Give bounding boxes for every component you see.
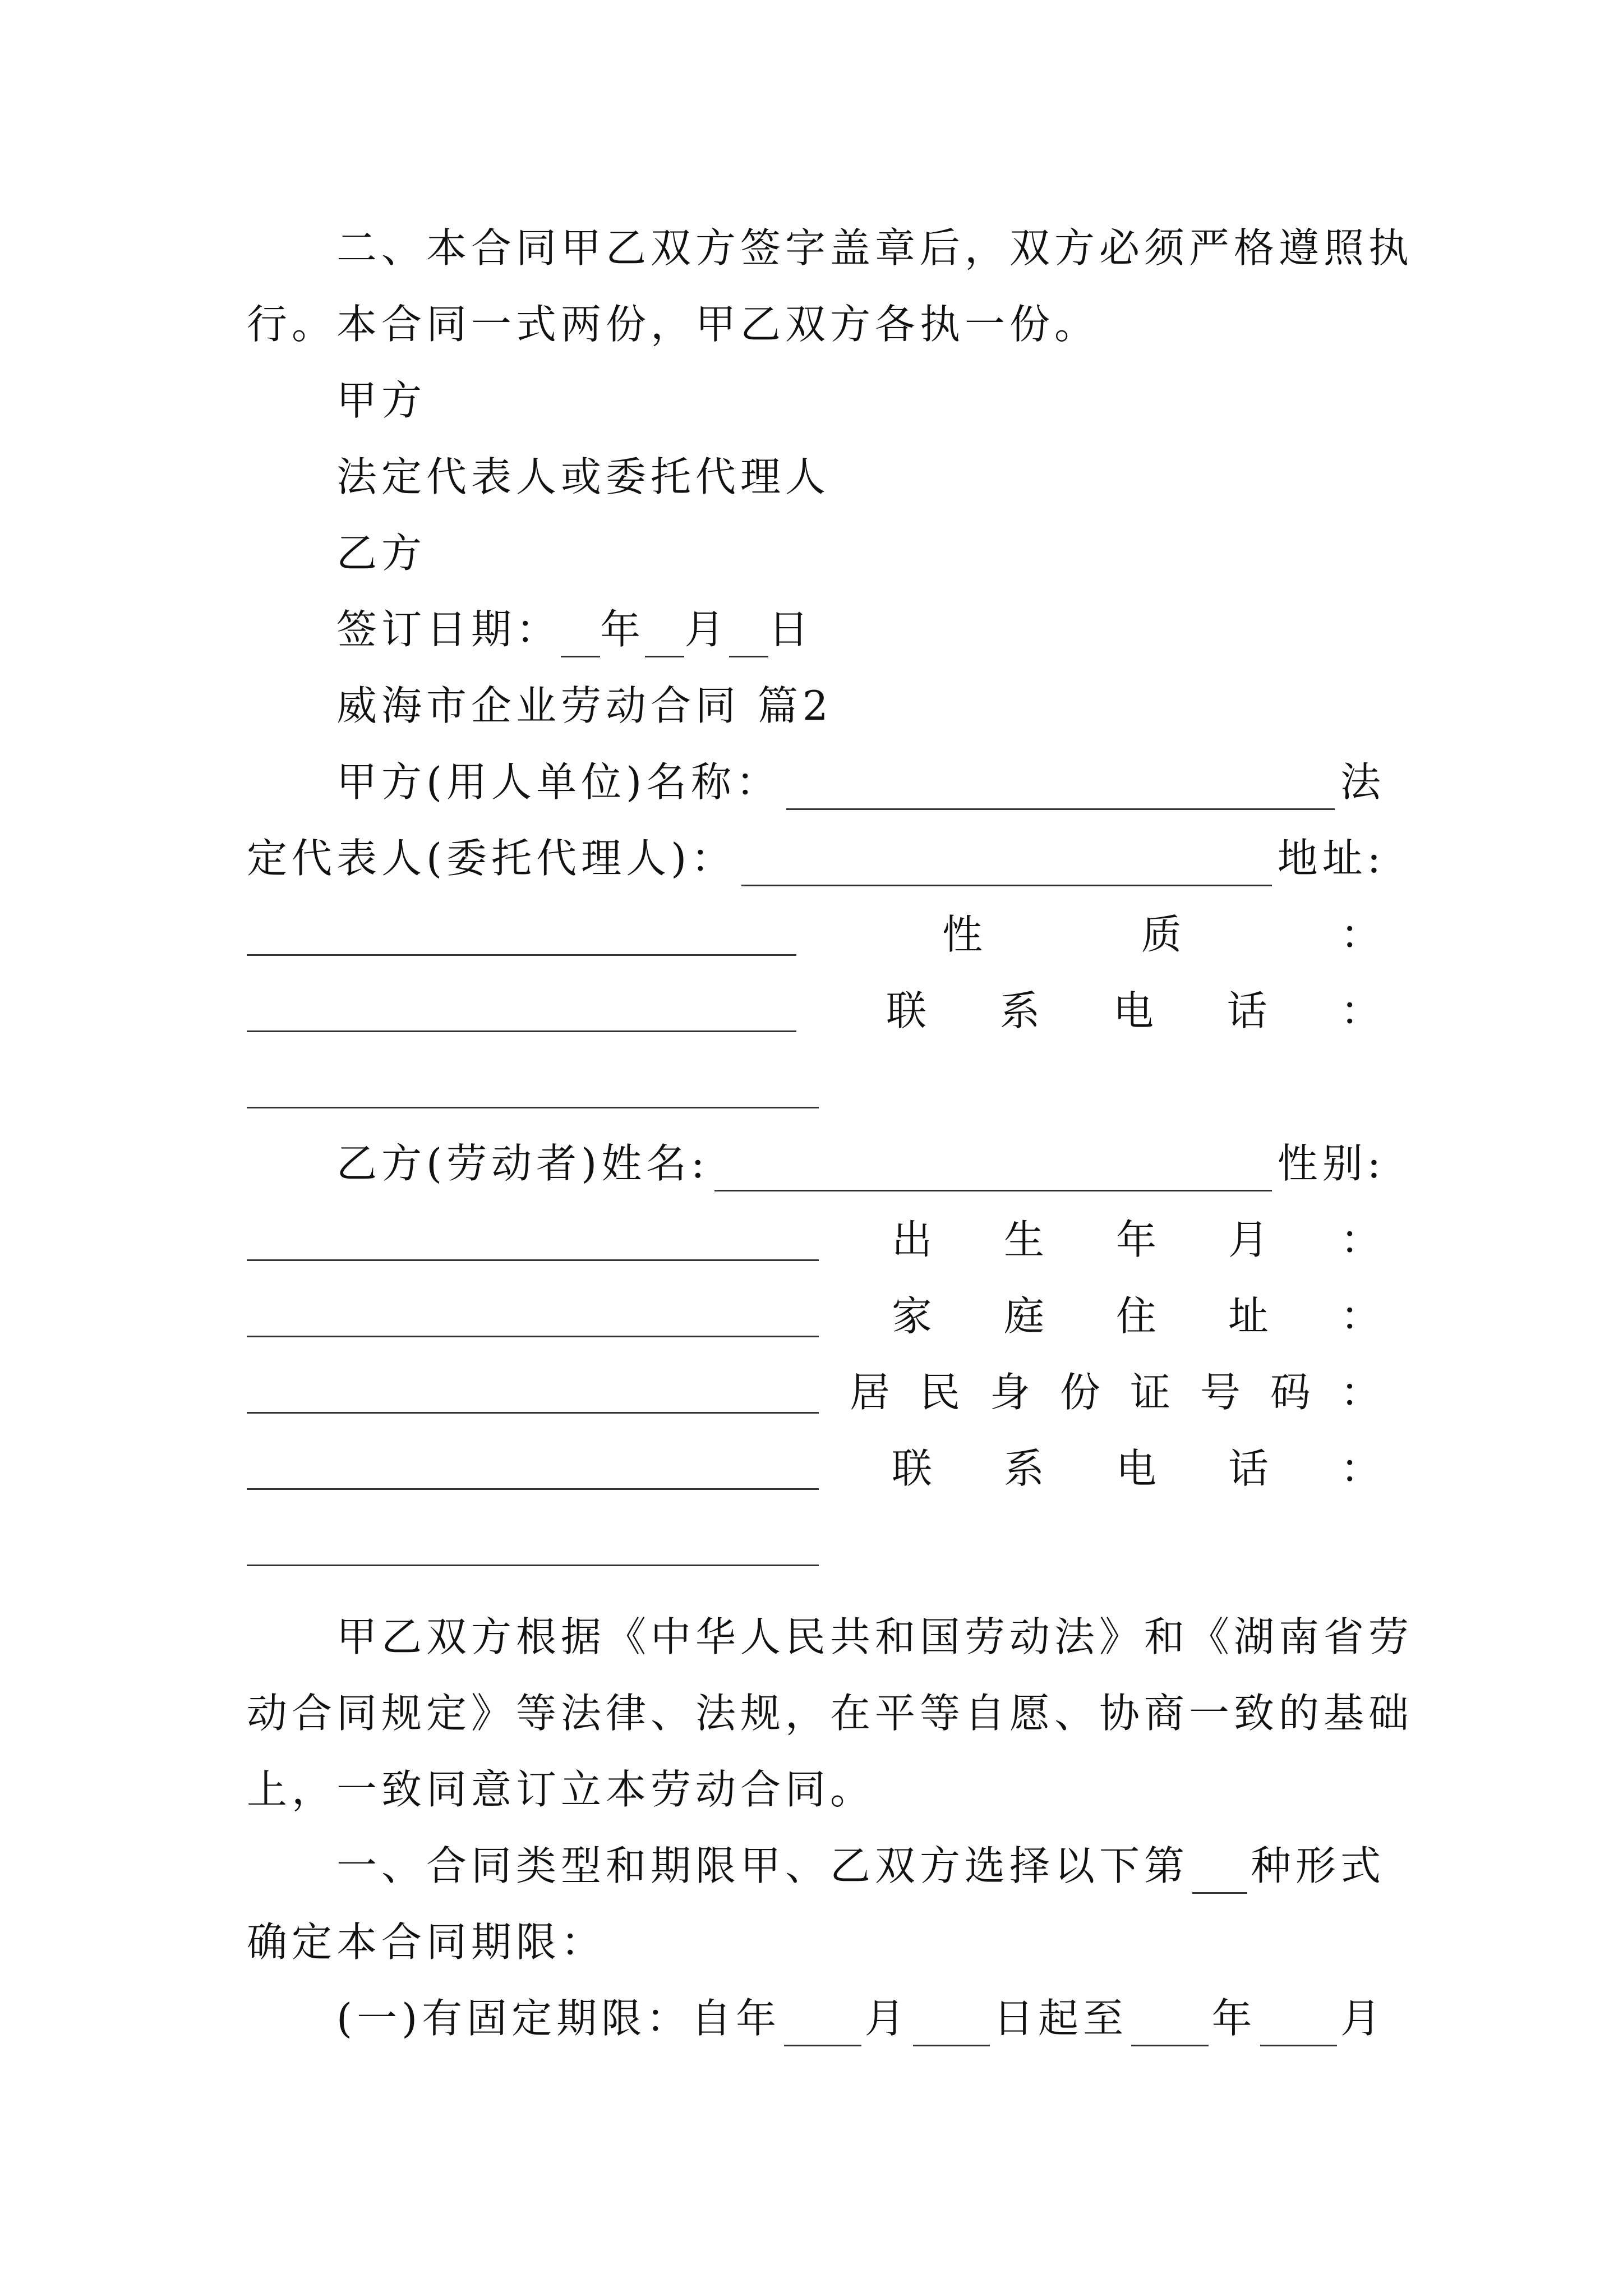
employer-address-blank	[247, 910, 796, 956]
employee-phone-blank	[247, 1521, 819, 1566]
sign-date-day: 日	[768, 606, 814, 653]
term-line1	[336, 1838, 1385, 1894]
fixed-end-year-blank	[1131, 2001, 1208, 2046]
employee-phone-blank-line	[247, 1517, 1385, 1573]
employer-address-label: 地址:	[1277, 835, 1385, 882]
fixed-term-label: (一)有固定期限：自年	[336, 1995, 781, 2042]
fixed-day-to: 日起至	[993, 1995, 1128, 2042]
basis-paragraph-line3: 上，一致同意订立本劳动合同。	[247, 1766, 875, 1813]
term-line2: 确定本合同期限：	[247, 1918, 606, 1966]
fixed-start-day-blank	[913, 2001, 990, 2046]
party-a-label: 甲方	[336, 377, 427, 424]
fixed-end-year: 年	[1211, 1995, 1257, 2042]
fixed-term-line	[336, 1990, 1385, 2046]
sign-date-month-blank	[645, 612, 684, 657]
home-label: 家 庭 住 址 ：	[892, 1292, 1385, 1340]
fixed-end-month-blank	[1260, 2001, 1337, 2046]
employee-birth-line	[247, 1212, 1385, 1268]
employer-name-blank	[786, 765, 1335, 810]
employee-phone-label: 联 系 电 话 ：	[892, 1445, 1385, 1492]
employer-nature-line	[247, 907, 1385, 963]
employer-phone-line	[247, 983, 1385, 1039]
term-choice-blank	[1192, 1848, 1247, 1894]
employer-nature-blank	[247, 987, 796, 1032]
sign-date-month: 月	[684, 606, 730, 653]
basis-paragraph-line2: 动合同规定》等法律、法规，在平等自愿、协商一致的基础	[247, 1690, 1414, 1737]
employee-home-blank	[247, 1368, 819, 1414]
party-b-label: 乙方	[336, 530, 427, 577]
sign-date-day-blank	[729, 612, 768, 657]
nature-label: 性 质 ：	[942, 911, 1385, 958]
paragraph-clause-two-line1: 二、本合同甲乙双方签字盖章后，双方必须严格遵照执	[336, 224, 1414, 272]
employee-name-blank	[714, 1146, 1271, 1191]
legal-rep-blank	[741, 841, 1272, 886]
legal-rep-prefix: 法	[1340, 758, 1385, 806]
term-intro: 一、合同类型和期限甲、乙双方选择以下第	[336, 1842, 1189, 1889]
employer-name-label: 甲方(用人单位)名称：	[336, 758, 781, 806]
employee-id-line	[247, 1364, 1385, 1420]
legal-rep-rest: 定代表人(委托代理人)：	[247, 835, 736, 882]
employer-legal-rep-line	[247, 830, 1385, 886]
sign-date-year-blank	[561, 612, 600, 657]
employee-name-label: 乙方(劳动者)姓名:	[336, 1140, 709, 1187]
employee-home-line	[247, 1288, 1385, 1344]
term-form-label: 种形式	[1250, 1842, 1385, 1889]
section-title: 威海市企业劳动合同 篇2	[336, 682, 833, 729]
employer-phone-blank	[247, 1063, 819, 1108]
employee-id-blank	[247, 1444, 819, 1490]
fixed-start-month: 月	[864, 1995, 910, 2042]
employer-phone-blank-line	[247, 1059, 1385, 1115]
fixed-start-month-blank	[784, 2001, 861, 2046]
birth-label: 出 生 年 月 ：	[892, 1216, 1385, 1263]
sign-date-year: 年	[600, 606, 645, 653]
sign-date-label: 签订日期：	[336, 606, 561, 653]
employee-birth-blank	[247, 1292, 819, 1337]
paragraph-clause-two-line2: 行。本合同一式两份，甲乙双方各执一份。	[247, 301, 1100, 348]
fixed-end-month: 月	[1340, 1995, 1385, 2042]
employer-phone-label: 联 系 电 话 ：	[886, 987, 1385, 1034]
employer-name-line	[336, 754, 1385, 810]
sign-date-line	[336, 601, 1385, 657]
id-label: 居 民 身 份 证 号 码 ：	[850, 1369, 1385, 1416]
employee-gender-label: 性别:	[1277, 1140, 1385, 1187]
employee-name-line	[336, 1135, 1385, 1191]
legal-rep-label: 法定代表人或委托代理人	[336, 453, 831, 500]
employee-gender-blank	[247, 1216, 819, 1261]
employee-phone-line	[247, 1441, 1385, 1497]
basis-paragraph-line1: 甲乙双方根据《中华人民共和国劳动法》和《湖南省劳	[336, 1613, 1414, 1660]
